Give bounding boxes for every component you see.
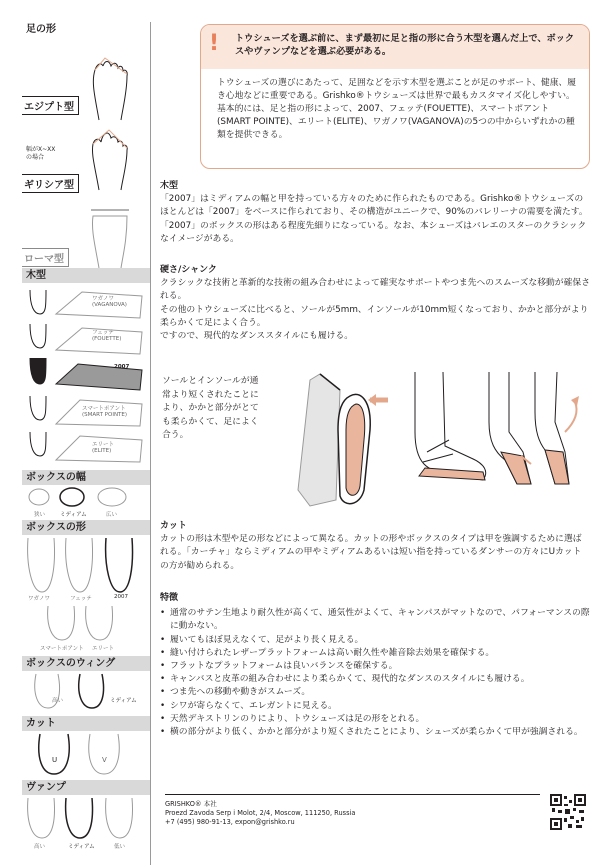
wing-title: ボックスのウィング	[22, 656, 150, 671]
footer-company: GRISHKO® 本社	[165, 800, 217, 808]
cut-text: カットの形は木型や足の形などによって異なる。カットの形やボックスのタイプは甲を強調するために選ばれる。「カーチャ」ならミディアムの甲やミディアムあるいは短い指を持っているダンサーの方々にUカットの方が勧められる。	[160, 534, 582, 571]
last-section	[160, 180, 590, 246]
last-shapes	[22, 284, 150, 470]
list-item: • 横の部分がより低く、かかと部分がより短くされたことにより、シューズが柔らかくて甲が強調される。	[160, 726, 590, 739]
box-width-icons	[22, 486, 150, 510]
box-width-label: ミディアム	[60, 512, 87, 518]
last-name: 2007	[114, 364, 130, 370]
footer-contact: +7 (495) 980-91-13, expon@grishko.ru	[165, 818, 295, 826]
intro-callout	[200, 24, 590, 169]
hardness-section	[160, 264, 590, 343]
box-shape-label: ワガノワ	[28, 596, 51, 602]
list-item: • 天然デキストリンのりにより、トウシューズは足の形をとれる。	[160, 713, 590, 726]
egyptian-label: エジプト型	[22, 96, 79, 115]
features-list	[160, 607, 590, 739]
box-width-label: 狭い	[34, 512, 46, 518]
list-item: • 縫い付けられたレザープラットフォームは高い耐久性や雑音除去効果を確保する。	[160, 647, 590, 660]
qr-code-icon	[550, 794, 586, 830]
list-item: • フラットなプラットフォームは良いバランスを確保する。	[160, 660, 590, 673]
ballet-feet-illustration	[405, 372, 585, 492]
cut-title: カット	[22, 716, 150, 731]
footer	[165, 800, 525, 827]
footer-address: Proezd Zavoda Serp i Molot, 2/4, Moscow, 111250, Russia	[165, 809, 356, 817]
hardness-text-1: クラシックな技術と革新的な技術の組み合わせによって確実なサポートやつま先へのスムーズな移動が確保される。	[160, 278, 590, 302]
list-item: • 履いてもほぼ見えなくて、足がより長く見える。	[160, 634, 590, 647]
last-2007-icon	[30, 358, 142, 390]
sidebar	[22, 22, 151, 865]
last-name: エリート (ELITE)	[92, 442, 115, 454]
list-item: • シワが寄らなくて、エレガントに見える。	[160, 700, 590, 713]
features-heading: 特徴	[160, 593, 179, 603]
cut-heading: カット	[160, 521, 187, 531]
cut-section	[160, 520, 590, 573]
wing-label: ミディアム	[110, 698, 137, 704]
last-name: スマートポアント (SMART POINTE)	[82, 406, 128, 418]
list-item: • 通常のサテン生地より耐久性が高くて、通気性がよくて、キャンパスがマットなので、パフォーマンスの際に動かない。	[160, 607, 590, 633]
last-heading: 木型	[160, 181, 179, 191]
last-text: 「2007」はミディアムの幅と甲を持っている方々のために作られたものである。Grishko®トウシューズのほとんどは「2007」をベースに作られており、その構造がユニークで、90%のバレリーナの需要を満たす。「2007」のボックスの形はある程度先細りになっている。なお、本シューズはバレエのスターのクラシックなイメージがある。	[160, 194, 588, 244]
wing-icons	[22, 672, 150, 712]
egyptian-foot-icon	[77, 52, 147, 122]
hardness-heading: 硬さ/シャンク	[160, 265, 217, 275]
last-elite-icon	[30, 432, 142, 462]
box-width-title: ボックスの幅	[22, 470, 150, 485]
greek-foot-icon	[77, 122, 147, 192]
features-section	[160, 592, 590, 739]
last-title: 木型	[22, 268, 150, 283]
list-item: • キャンバスと皮革の組み合わせにより柔らかくて、現代的なダンスのスタイルにも履ける。	[160, 673, 590, 686]
box-shape-label: フェッテ	[70, 596, 92, 602]
cut-label: V	[102, 756, 107, 764]
hardness-text-2: その他のトウシューズに比べると、ソールが5mm、インソールが10mm短くなっており、かかと部分がより柔らかくて足によく合う。	[160, 304, 589, 328]
last-name: ワガノワ (VAGANOVA)	[92, 296, 127, 308]
footer-divider	[165, 794, 540, 795]
foot-shape-title: 足の形	[26, 24, 56, 35]
box-shape-title: ボックスの形	[22, 520, 150, 535]
exclamation-icon: !	[209, 31, 220, 56]
vamp-label: 高い	[34, 844, 46, 850]
list-item: • つま先への移動や動きがスムーズ。	[160, 686, 590, 699]
cut-icons	[22, 732, 150, 778]
callout-body: トウシューズの選びにあたって、足囲などを示す木型を選ぶことが足のサポート、健康、履き心地などに重要である。Grishko®トウシューズは世界で最もカスタマイズ化しやすい。基本的には、足と指の形によって、2007、フェッテ(FOUETTE)、スマートポアント(SMART POINTE)、エリート(ELITE)、ワガノワ(VAGANOVA)の5つの中からいずれかの種類を提供できる。	[217, 78, 577, 140]
cut-label: U	[52, 756, 58, 764]
greek-note: 幅がX~XX の場合	[26, 146, 56, 161]
box-shape-label: 2007	[114, 594, 128, 600]
last-name: フェッテ (FOUETTE)	[92, 330, 122, 342]
shoe-sole-illustration	[280, 370, 390, 510]
hardness-text-3: ですので、現代的なダンススタイルにも履ける。	[160, 331, 354, 342]
vamp-label: 低い	[114, 844, 126, 850]
box-shape-label: スマートポアント	[40, 646, 84, 652]
box-shape-icons	[22, 536, 150, 646]
box-shape-label: エリート	[92, 646, 115, 652]
callout-title: トウシューズを選ぶ前に、まず最初に足と指の形に合う木型を選んだ上で、ボックスやヴァンプなどを選ぶ必要がある。	[235, 33, 575, 57]
last-fouette-icon	[30, 324, 142, 354]
greek-label: ギリシア型	[22, 174, 79, 193]
roman-label: ローマ型	[22, 248, 69, 267]
wing-label: 高い	[52, 698, 64, 704]
box-width-label: 広い	[106, 512, 118, 518]
roman-foot-icon	[77, 200, 147, 270]
vamp-title: ヴァンプ	[22, 780, 150, 795]
vamp-icons	[22, 796, 150, 842]
vamp-label: ミディアム	[68, 844, 95, 850]
callout-header	[201, 25, 589, 69]
illustration-caption: ソールとインソールが通常より短くされたことにより、かかと部分がとても柔らかくて、足によく合う。	[162, 376, 259, 440]
